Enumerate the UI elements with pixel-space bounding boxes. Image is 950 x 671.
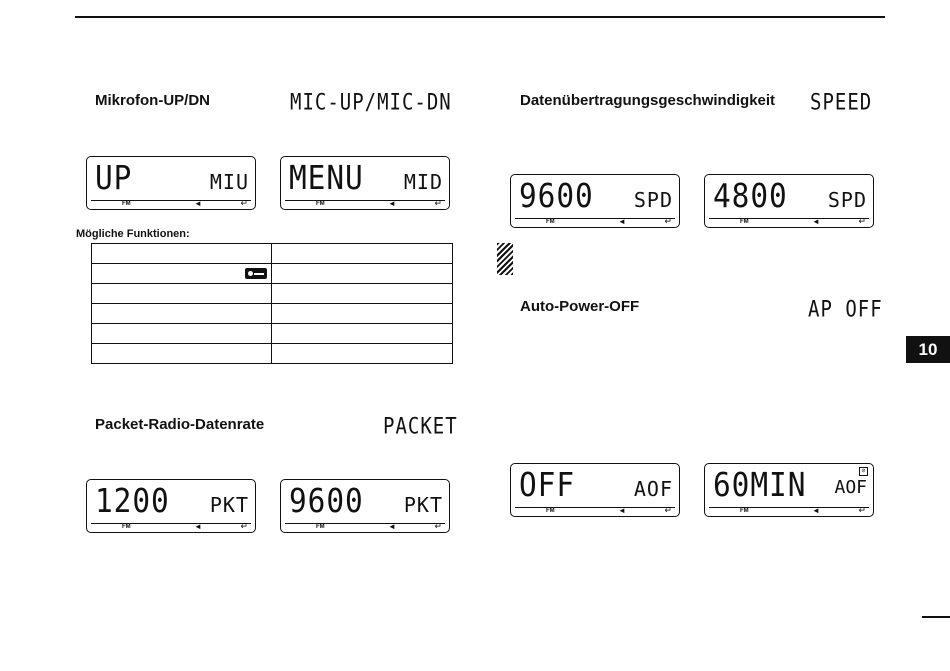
- lcd-display-apo-off: [510, 463, 680, 517]
- lcd-fm-label: FM: [316, 524, 325, 530]
- table-row: [92, 284, 453, 304]
- functions-table: [91, 243, 453, 364]
- table-row: [92, 304, 453, 324]
- key-icon: [245, 268, 267, 279]
- lcd-divider: [285, 200, 445, 201]
- lcd-fm-label: FM: [316, 201, 325, 207]
- enter-icon: ↵: [664, 216, 672, 226]
- lcd-display-packet-1200: [86, 479, 256, 533]
- heading-mic-updn: Mikrofon-UP/DN: [95, 92, 210, 109]
- bottom-rule: [922, 616, 950, 618]
- table-cell: [92, 324, 272, 344]
- lcd-fm-label: FM: [546, 219, 555, 225]
- lcd-fm-label: FM: [740, 508, 749, 514]
- enter-icon: ↵: [240, 198, 248, 208]
- lcd-title-apo: AP OFF: [808, 297, 883, 323]
- lcd-sub-text: MIU: [209, 170, 249, 194]
- arrow-left-icon: ◄: [388, 522, 396, 531]
- lcd-display-packet-9600: [280, 479, 450, 533]
- lcd-display-mic-menu: [280, 156, 450, 210]
- table-cell: [272, 284, 453, 304]
- lcd-divider: [91, 523, 251, 524]
- lcd-sub-text: PKT: [403, 493, 443, 517]
- lcd-divider: [515, 218, 675, 219]
- lcd-sub-text: MID: [403, 170, 443, 194]
- lcd-main-text: 4800: [713, 177, 788, 216]
- arrow-left-icon: ◄: [812, 217, 820, 226]
- table-cell: [272, 304, 453, 324]
- table-row: [92, 324, 453, 344]
- lcd-sub-text: AOF: [834, 477, 867, 498]
- arrow-left-icon: ◄: [618, 217, 626, 226]
- enter-icon: ↵: [240, 521, 248, 531]
- table-row: [92, 344, 453, 364]
- lcd-fm-label: FM: [546, 508, 555, 514]
- lcd-display-mic-up: [86, 156, 256, 210]
- table-cell: [272, 344, 453, 364]
- lcd-fm-label: FM: [740, 219, 749, 225]
- heading-speed: Datenübertragungsgeschwindigkeit: [520, 92, 776, 109]
- table-cell: [92, 344, 272, 364]
- lcd-title-mic-updn: MIC-UP/MIC-DN: [290, 90, 452, 116]
- lcd-display-speed-4800: [704, 174, 874, 228]
- lcd-main-text: OFF: [519, 466, 576, 505]
- table-cell: [272, 264, 453, 284]
- lcd-main-text: UP: [95, 159, 133, 198]
- arrow-left-icon: ◄: [618, 506, 626, 515]
- functions-label: Mögliche Funktionen:: [76, 228, 190, 240]
- lcd-display-speed-9600: [510, 174, 680, 228]
- lcd-divider: [285, 523, 445, 524]
- lcd-divider: [709, 507, 869, 508]
- lcd-main-text: 9600: [519, 177, 594, 216]
- lcd-main-text: 9600: [289, 482, 364, 521]
- lcd-sub-text: SPD: [827, 188, 867, 212]
- table-cell: [92, 284, 272, 304]
- table-cell: [92, 264, 272, 284]
- lcd-sub-text: SPD: [633, 188, 673, 212]
- arrow-left-icon: ◄: [194, 522, 202, 531]
- enter-icon: ↵: [858, 505, 866, 515]
- enter-icon: ↵: [664, 505, 672, 515]
- hatch-note-icon: [497, 243, 513, 275]
- lcd-fm-label: FM: [122, 524, 131, 530]
- chapter-tab: 10: [906, 336, 950, 363]
- lcd-divider: [91, 200, 251, 201]
- enter-icon: ↵: [858, 216, 866, 226]
- lcd-sub-text: AOF: [633, 477, 673, 501]
- table-cell: [272, 244, 453, 264]
- lcd-title-speed: SPEED: [810, 90, 873, 116]
- heading-packet: Packet-Radio-Datenrate: [95, 416, 265, 433]
- table-cell: [272, 324, 453, 344]
- arrow-left-icon: ◄: [812, 506, 820, 515]
- lcd-display-apo-60min: [704, 463, 874, 517]
- heading-apo: Auto-Power-OFF: [520, 298, 640, 315]
- lcd-divider: [515, 507, 675, 508]
- lcd-main-text: 60MIN: [713, 466, 807, 505]
- table-cell: [92, 244, 272, 264]
- lcd-main-text: 1200: [95, 482, 170, 521]
- table-cell: [92, 304, 272, 324]
- lcd-sub-text: PKT: [209, 493, 249, 517]
- table-row: [92, 264, 453, 284]
- lcd-fm-label: FM: [122, 201, 131, 207]
- enter-icon: ↵: [434, 521, 442, 531]
- arrow-left-icon: ◄: [388, 199, 396, 208]
- lcd-divider: [709, 218, 869, 219]
- lcd-main-text: MENU: [289, 159, 364, 198]
- enter-icon: ↵: [434, 198, 442, 208]
- table-row: [92, 244, 453, 264]
- top-rule: [75, 16, 885, 18]
- lock-icon: ⊘: [859, 467, 868, 476]
- lcd-title-packet: PACKET: [383, 414, 458, 440]
- arrow-left-icon: ◄: [194, 199, 202, 208]
